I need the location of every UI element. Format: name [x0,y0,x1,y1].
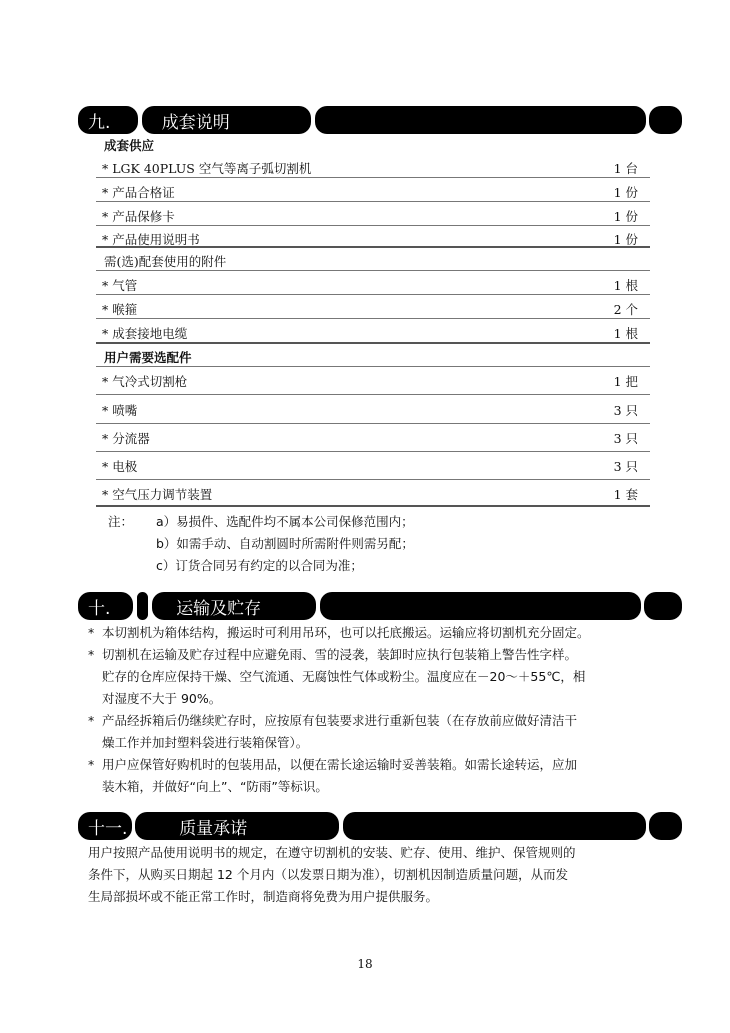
note-b: b）如需手动、自动割圆时所需附件则需另配； [156,536,414,551]
section-10-header [78,592,682,620]
user-parts-heading: 用户需要选配件 [104,350,192,365]
section-9-header [78,106,682,134]
section-11-header [78,812,682,840]
notes-label: 注： [108,514,134,529]
supply-heading: 成套供应 [104,138,155,153]
note-c: c）订货合同另有约定的以合同为准； [156,558,363,573]
section-number: 十. [78,592,133,620]
transport-item-2: * 切割机在运输及贮存过程中应避免雨、雪的浸袭，装卸时应执行包装箱上警告性字样。 贮存的仓库应保持干燥、空气流通、无腐蚀性气体或粉尘。温度应在－20～＋55℃，相 对湿度不大于 90%。 [88,647,586,706]
transport-item-1: * 本切割机为箱体结构，搬运时可利用吊环，也可以托底搬运。运输应将切割机充分固定。 [88,625,590,640]
page-number: 18 [357,957,373,971]
transport-item-3: * 产品经拆箱后仍继续贮存时，应按原有包装要求进行重新包装（在存放前应做好清洁干 燥工作并加封塑料袋进行装箱保管）。 [88,713,578,750]
section-title: 成套说明 [142,106,312,134]
promise-text: 用户按照产品使用说明书的规定，在遵守切割机的安装、贮存、使用、维护、保管规则的 条件下，从购买日期起 12 个月内（以发票日期为准），切割机因制造质量问题，从而发 生局部损坏或不能正常工作时，制造商将免费为用户提供服务。 [88,845,576,904]
transport-item-4: * 用户应保管好购机时的包装用品，以便在需长途运输时妥善装箱。如需长途转运，应加 装木箱，并做好“向上”、“防雨”等标识。 [88,757,578,794]
section-number: 十一. [78,812,132,840]
optional-heading: 需(选)配套使用的附件 [104,254,227,269]
section-number: 九. [78,106,138,134]
note-a: a）易损件、选配件均不属本公司保修范围内； [156,514,414,529]
section-title: 运输及贮存 [152,592,316,620]
section-title: 质量承诺 [135,812,339,840]
